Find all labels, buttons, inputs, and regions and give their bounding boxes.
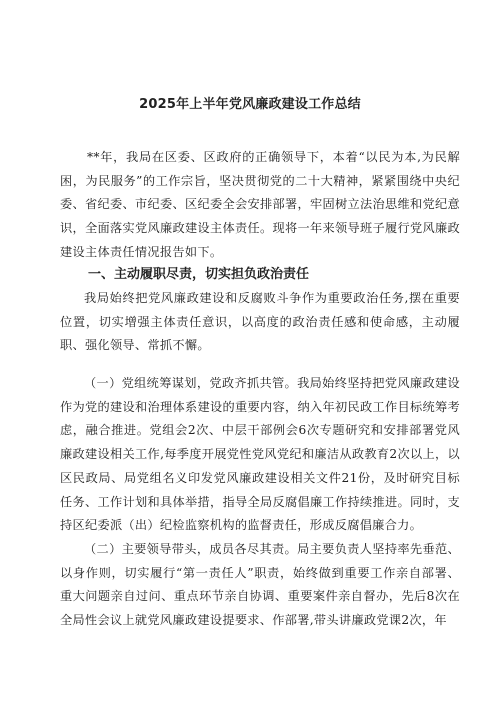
section1-paragraph-1: 我局始终把党风廉政建设和反腐败斗争作为重要政治任务,摆在重要位置，切实增强主体责任意识，以高度的政治责任感和使命感，主动履职、强化领导、常抓不懈。 (60, 291, 460, 353)
section1-paragraph-2: （一）党组统筹谋划，党政齐抓共管。我局始终坚持把党风廉政建设作为党的建设和治理体系建设的重要内容，纳入年初民政工作目标统筹考虑，融合推进。党组会2次、中层干部例会6次专题研究和安排部署党风廉政建设相关工作,每季度开展党性党风党纪和廉洁从政教育2次以上，以区民政局、局党组名义印发党风廉政建设相关文件21份，及时研究目标任务、工作计划和具体举措，指导全局反腐倡廉工作持续推进。同时，支持区纪委派（出）纪检监察机构的监督责任，形成反腐倡廉合力。 (60, 376, 460, 533)
intro-paragraph: **年，我局在区委、区政府的正确领导下，本着“以民为本,为民解困，为民服务”的工作宗旨，坚决贯彻党的二十大精神，紧紧围绕中央纪委、省纪委、市纪委、区纪委全会安排部署，牢固树立法治思维和党纪意识，全面落实党风廉政建设主体责任。现将一年来领导班子履行党风廉政建设主体责任情况报告如下。 (60, 150, 460, 259)
section1-paragraph-3: （二）主要领导带头，成员各尽其责。局主要负责人坚持率先垂范、以身作则，切实履行“第一责任人”职责，始终做到重要工作亲自部署、重大问题亲自过问、重点环节亲自协调、重要案件亲自督办，先后8次在全局性会议上就党风廉政建设提要求、作部署,带头讲廉政党课2次，年 (60, 542, 460, 628)
section-heading-1: 一、主动履职尽责，切实担负政治责任 (88, 267, 310, 282)
document-title: 2025年上半年党风廉政建设工作总结 (139, 97, 361, 112)
